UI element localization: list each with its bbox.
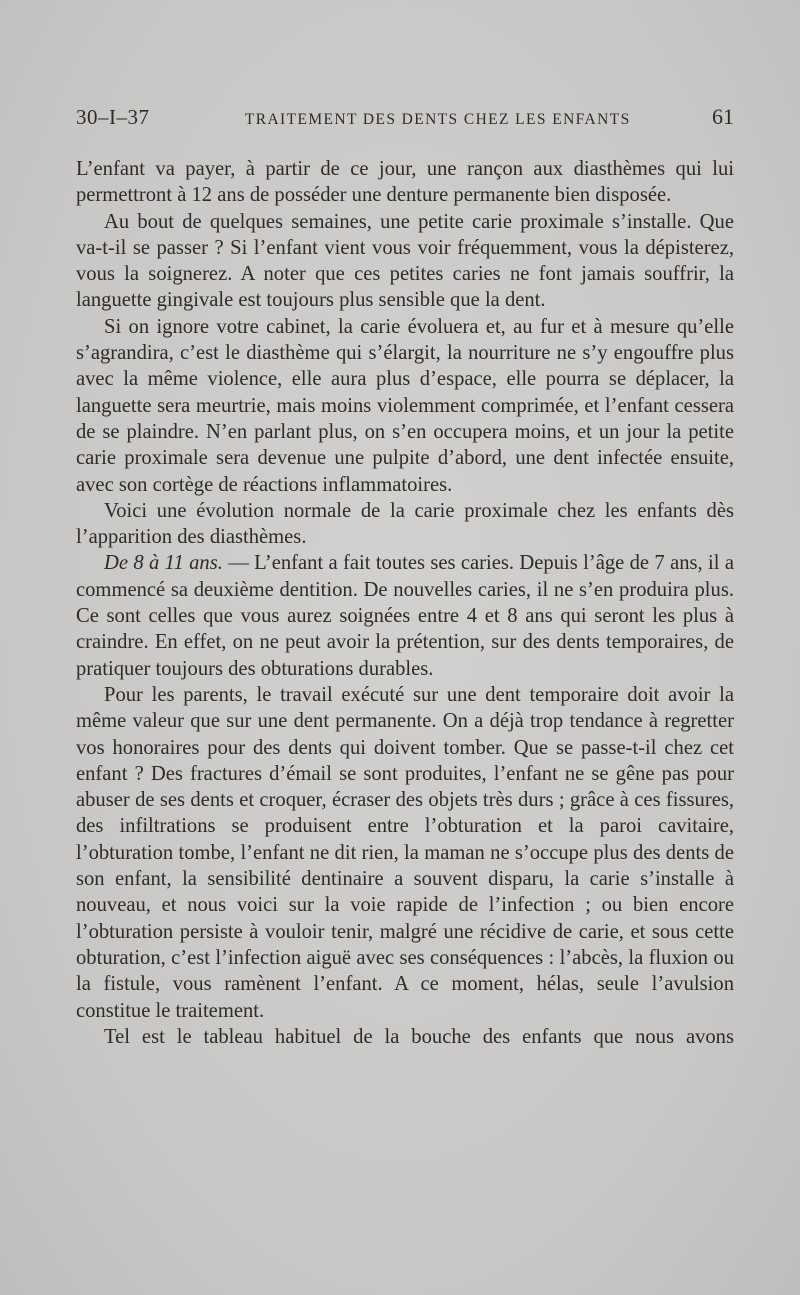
running-head-title: TRAITEMENT DES DENTS CHEZ LES ENFANTS <box>244 111 631 128</box>
section-heading-italic: De 8 à 11 ans. <box>104 552 223 575</box>
running-head <box>76 104 734 136</box>
paragraph-7: Tel est le tableau habituel de la bouche des enfants que nous avons <box>104 1025 734 1048</box>
paragraph-2: Au bout de quelques semaines, une petite carie proximale s’installe. Que va-t-il se passer ? Si l’enfant vient vous voir fréquemment, vous la dépisterez, vous la soignerez. A noter que ces petites caries ne font jamais souffrir, la languette gingivale est toujours plus sensible que la dent. <box>76 210 734 312</box>
body-text <box>76 156 734 1050</box>
paragraph-1: L’enfant va payer, à partir de ce jour, une rançon aux diasthèmes qui lui permettront à 12 ans de posséder une denture permanente bien disposée. <box>76 158 734 207</box>
paragraph-6: Pour les parents, le travail exécuté sur une dent temporaire doit avoir la même valeur que sur une dent permanente. On a déjà trop tendance à regretter vos honoraires pour des dents qui doivent tomber. Que se passe-t-il chez cet enfant ? Des fractures d’émail se sont produites, l’enfant ne se gêne pas pour abuser de ses dents et croquer, écraser des objets très durs ; grâce à ces fissures, des infiltrations se produisent entre l’obturation et la paroi cavitaire, l’obturation tombe, l’enfant ne dit rien, la maman ne s’occupe plus des dents de son enfant, la sensibilité dentinaire a souvent disparu, la carie s’installe à nouveau, et nous voici sur la voie rapide de l’infection ; ou bien encore l’obturation persiste à vouloir tenir, malgré une récidive de carie, et sous cette obturation, c’est l’infection aiguë avec ses conséquences : l’abcès, la fluxion ou la fistule, vous ramènent l’enfant. A ce moment, hélas, seule l’avulsion constitue le traitement. <box>76 683 734 1022</box>
paragraph-3: Si on ignore votre cabinet, la carie évoluera et, au fur et à mesure qu’elle s’agrandira, c’est le diasthème qui s’élargit, la nourriture ne s’y engouffre plus avec la même violence, elle aura plus d’espace, elle pourra se déplacer, la languette sera meurtrie, mais moins violemment comprimée, et l’enfant cessera de se plaindre. N’en parlant plus, on s’en occupera moins, et un jour la petite carie proximale sera devenue une pulpite d’abord, une dent infectée ensuite, avec son cortège de réactions inflammatoires. <box>76 315 734 496</box>
paragraph-4: Voici une évolution normale de la carie proximale chez les enfants dès l’apparition des diasthèmes. <box>76 499 734 549</box>
running-head-date: 30–I–37 <box>76 105 150 129</box>
paragraph-5-text: — L’enfant a fait toutes ses caries. Depuis l’âge de 7 ans, il a commencé sa deuxième dentition. De nouvelles caries, il ne s’en produira plus. Ce sont celles que vous aurez soignées entre 4 et 8 ans qui seront les plus à craindre. En effet, on ne peut avoir la prétention, sur des dents temporaires, de pratiquer toujours des obturations durables. <box>76 552 734 680</box>
paragraph-5 <box>76 550 734 681</box>
page-number: 61 <box>712 104 734 129</box>
